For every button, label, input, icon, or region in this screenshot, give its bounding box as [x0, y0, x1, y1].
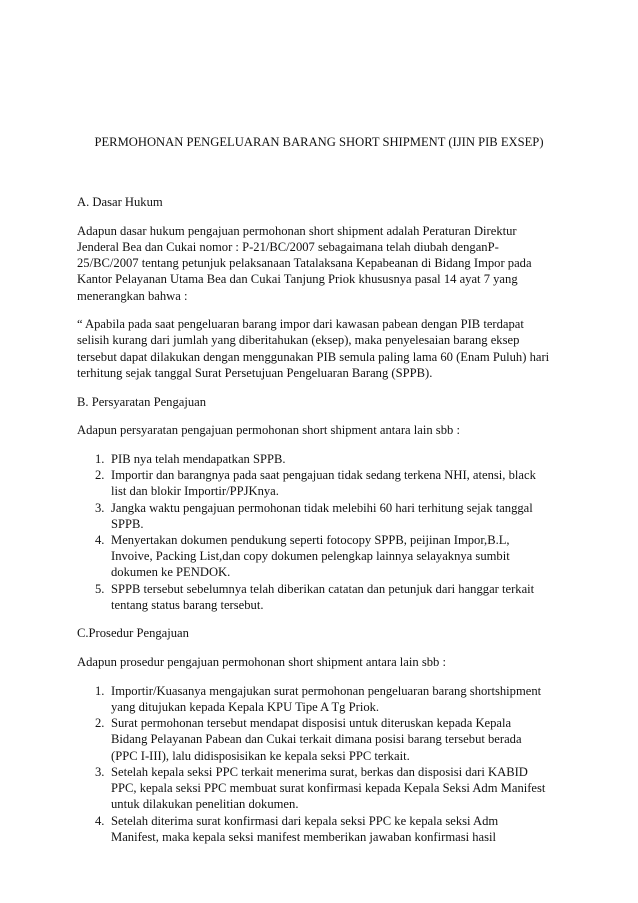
list-number: 2. — [95, 716, 105, 731]
text-line: Jenderal Bea dan Cukai nomor : P-21/BC/2007 sebagaimana telah diubah denganP- — [77, 239, 499, 254]
text-line: Menyertakan dokumen pendukung seperti fotocopy SPPB, peijinan Impor,B.L, — [111, 532, 510, 547]
list-number: 2. — [95, 468, 105, 483]
text-line: Adapun dasar hukum pengajuan permohonan short shipment adalah Peraturan Direktur — [77, 223, 517, 238]
text-line: Setelah kepala seksi PPC terkait menerima surat, berkas dan disposisi dari KABID — [111, 764, 528, 779]
list-item — [77, 532, 567, 581]
list-item — [77, 451, 567, 467]
text-line: Invoive, Packing List,dan copy dokumen pelengkap lainnya selayaknya sumbit — [111, 549, 510, 564]
text-line: dokumen ke PENDOK. — [111, 565, 231, 580]
text-line: selisih kurang dari jumlah yang diberitahukan (eksep), maka penyelesaian barang eksep — [77, 333, 520, 348]
section-a-quote — [77, 316, 567, 381]
list-number: 4. — [95, 813, 105, 828]
text-line: SPPB. — [111, 516, 144, 531]
section-a-paragraph — [77, 223, 567, 304]
text-line: (PPC I-III), lalu didisposisikan ke kepala seksi PPC terkait. — [111, 748, 410, 763]
text-line: SPPB tersebut sebelumnya telah diberikan catatan dan petunjuk dari hanggar terkait — [111, 581, 535, 596]
text-line: menerangkan bahwa : — [77, 288, 188, 303]
document-body — [77, 194, 567, 845]
section-c-intro: Adapun prosedur pengajuan permohonan short shipment antara lain sbb : — [77, 655, 446, 670]
section-c-heading: C.Prosedur Pengajuan — [77, 626, 189, 641]
text-line: Setelah diterima surat konfirmasi dari kepala seksi PPC ke kepala seksi Adm — [111, 813, 499, 828]
document-title: PERMOHONAN PENGELUARAN BARANG SHORT SHIPMENT (IJIN PIB EXSEP) — [94, 135, 544, 149]
list-item — [77, 813, 567, 845]
text-line: Bidang Pelayanan Pabean dan Cukai terkait dimana posisi barang tersebut berada — [111, 732, 522, 747]
list-number: 3. — [95, 764, 105, 779]
procedure-list — [77, 683, 567, 845]
text-line: terhitung sejak tanggal Surat Persetujuan Pengeluaran Barang (SPPB). — [77, 365, 433, 380]
section-b-intro: Adapun persyaratan pengajuan permohonan short shipment antara lain sbb : — [77, 423, 460, 438]
text-line: Manifest, maka kepala seksi manifest memberikan jawaban konfirmasi hasil — [111, 829, 497, 844]
list-item — [77, 715, 567, 764]
list-number: 1. — [95, 451, 105, 466]
text-line: 25/BC/2007 tentang petunjuk pelaksanaan Tatalaksana Kepabeanan di Bidang Impor pada — [77, 256, 532, 271]
list-number: 5. — [95, 581, 105, 596]
text-line: PPC, kepala seksi PPC membuat surat konfirmasi kepada Kepala Seksi Adm Manifest — [111, 781, 546, 796]
text-line: list dan blokir Importir/PPJKnya. — [111, 484, 279, 499]
list-item — [77, 683, 567, 715]
list-item — [77, 764, 567, 813]
text-line: PIB nya telah mendapatkan SPPB. — [111, 451, 286, 466]
text-line: Importir/Kuasanya mengajukan surat permohonan pengeluaran barang shortshipment — [111, 683, 542, 698]
text-line: Surat permohonan tersebut mendapat disposisi untuk diteruskan kepada Kepala — [111, 716, 512, 731]
text-line: yang ditujukan kepada Kepala KPU Tipe A Tg Priok. — [111, 700, 380, 715]
text-line: untuk dilakukan penelitian dokumen. — [111, 797, 299, 812]
text-line: tentang status barang tersebut. — [111, 597, 264, 612]
list-number: 4. — [95, 532, 105, 547]
section-a-heading: A. Dasar Hukum — [77, 195, 163, 209]
text-line: Jangka waktu pengajuan permohonan tidak melebihi 60 hari terhitung sejak tanggal — [111, 500, 533, 515]
requirements-list — [77, 451, 567, 613]
text-line: Kantor Pelayanan Utama Bea dan Cukai Tanjung Priok khususnya pasal 14 ayat 7 yang — [77, 272, 518, 287]
list-item — [77, 581, 567, 613]
text-line: “ Apabila pada saat pengeluaran barang impor dari kawasan pabean dengan PIB terdapat — [77, 317, 524, 332]
text-line: tersebut dapat dilakukan dengan menggunakan PIB semula paling lama 60 (Enam Puluh) hari — [77, 349, 550, 364]
list-number: 1. — [95, 683, 105, 698]
list-number: 3. — [95, 500, 105, 515]
text-line: Importir dan barangnya pada saat pengajuan tidak sedang terkena NHI, atensi, black — [111, 468, 536, 483]
section-b-heading: B. Persyaratan Pengajuan — [77, 394, 207, 409]
list-item — [77, 467, 567, 499]
list-item — [77, 500, 567, 532]
